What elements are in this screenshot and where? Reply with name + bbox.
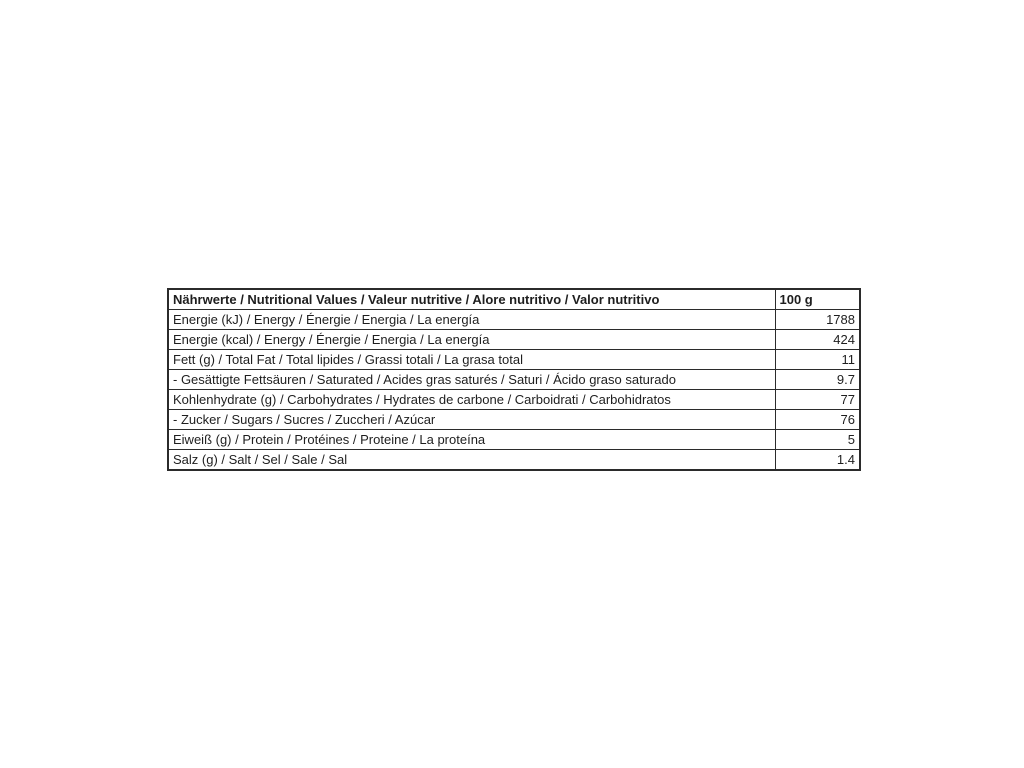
table-row	[168, 410, 860, 430]
row-label: Eiweiß (g) / Protein / Protéines / Proteine / La proteína	[168, 430, 775, 450]
header-nutrient-label: Nährwerte / Nutritional Values / Valeur nutritive / Alore nutritivo / Valor nutritivo	[168, 289, 775, 310]
row-label: Kohlenhydrate (g) / Carbohydrates / Hydrates de carbone / Carboidrati / Carbohidratos	[168, 390, 775, 410]
nutrition-table	[167, 288, 861, 471]
row-value: 1.4	[775, 450, 860, 471]
table-row	[168, 450, 860, 471]
table-header-row	[168, 289, 860, 310]
row-value: 77	[775, 390, 860, 410]
table-row	[168, 330, 860, 350]
row-label: - Gesättigte Fettsäuren / Saturated / Acides gras saturés / Saturi / Ácido graso saturado	[168, 370, 775, 390]
row-label: Energie (kcal) / Energy / Énergie / Energia / La energía	[168, 330, 775, 350]
row-value: 11	[775, 350, 860, 370]
header-amount-per-100g: 100 g	[775, 289, 860, 310]
row-value: 9.7	[775, 370, 860, 390]
table-row	[168, 430, 860, 450]
row-value: 424	[775, 330, 860, 350]
table-row	[168, 370, 860, 390]
table-row	[168, 310, 860, 330]
row-label: Fett (g) / Total Fat / Total lipides / Grassi totali / La grasa total	[168, 350, 775, 370]
row-label: - Zucker / Sugars / Sucres / Zuccheri / Azúcar	[168, 410, 775, 430]
row-value: 76	[775, 410, 860, 430]
table-row	[168, 390, 860, 410]
nutrition-table-container	[167, 288, 861, 471]
row-label: Energie (kJ) / Energy / Énergie / Energia / La energía	[168, 310, 775, 330]
row-value: 1788	[775, 310, 860, 330]
row-value: 5	[775, 430, 860, 450]
row-label: Salz (g) / Salt / Sel / Sale / Sal	[168, 450, 775, 471]
table-row	[168, 350, 860, 370]
